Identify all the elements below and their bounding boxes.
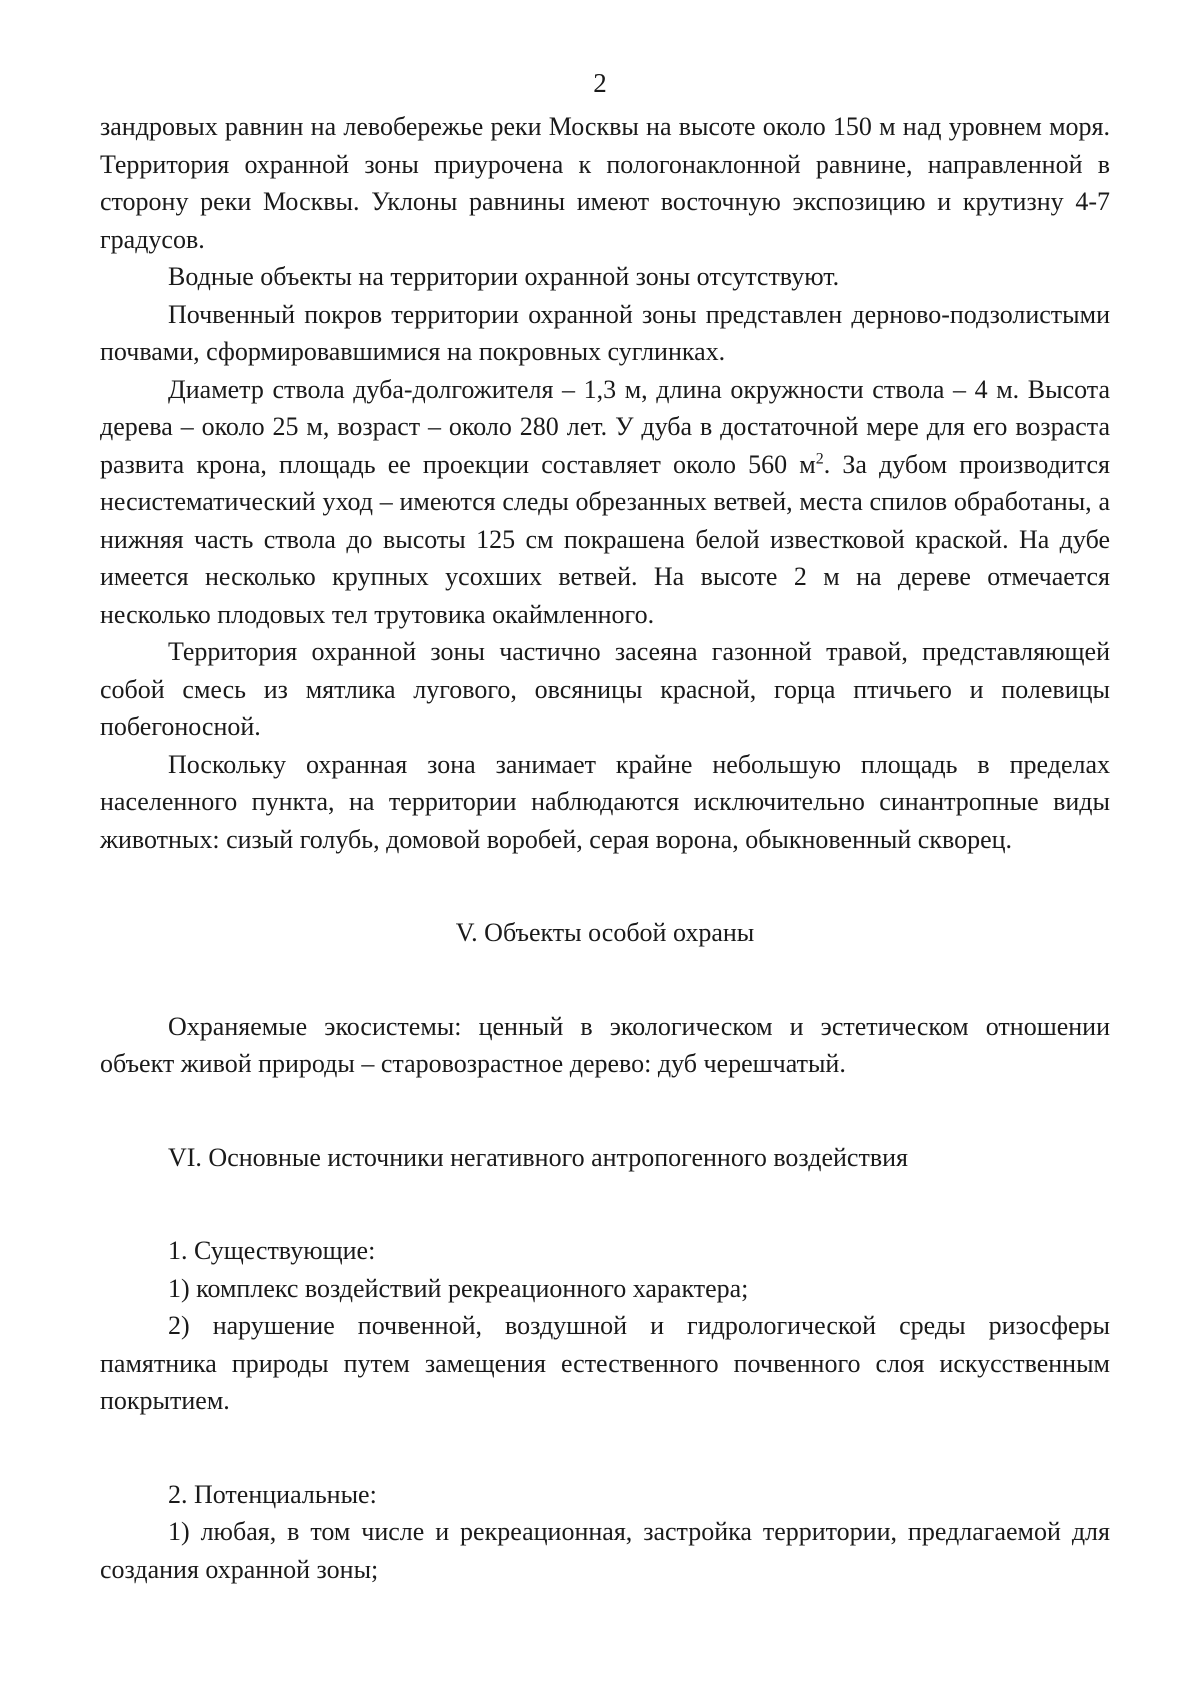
tree-text-part2: . За дубом производится несистематический уход – имеются следы обрезанных ветвей, места спилов обработаны, а нижняя часть ствола до высоты 125 см покрашена белой известковой краской. На дубе имеется несколько крупных усохших ветвей. На высоте 2 м на дереве отмечается несколько плодовых тел трутовика окаймленного. [100,449,1110,629]
spacer [100,858,1110,914]
paragraph-water: Водные объекты на территории охранной зоны отсутствуют. [168,262,840,291]
paragraph-tree [100,371,1110,634]
existing-item-1: 1) комплекс воздействий рекреационного характера; [168,1273,749,1303]
spacer [100,1176,1110,1232]
potential-item-1: 1) любая, в том числе и рекреационная, застройка территории, предлагаемой для создания охранной зоны; [100,1517,1110,1584]
section-v-text: Охраняемые экосистемы: ценный в экологическом и эстетическом отношении объект живой природы – старовозрастное дерево: дуб черешчатый. [100,1011,1110,1078]
spacer [100,1083,1110,1139]
paragraph-relief: зандровых равнин на левобережье реки Москвы на высоте около 150 м над уровнем моря. Территория охранной зоны приурочена к пологонаклонной равнине, направленной в сторону реки Москвы. Уклоны равнины имеют восточную экспозицию и крутизну 4-7 градусов. [100,112,1110,254]
tree-text-part1: Диаметр ствола дуба-долгожителя – 1,3 м, длина окружности ствола – 4 м. Высота дерева – около 25 м, возраст – около 280 лет. У дуба в достаточной мере для его возраста развита крона, площадь ее проекции составляет около 560 м [100,374,1110,479]
page-number: 2 [593,68,607,98]
section-vi-title: VI. Основные источники негативного антропогенного воздействия [168,1142,908,1172]
document-body [100,108,1110,1588]
paragraph-soil: Почвенный покров территории охранной зоны представлен дерново-подзолистыми почвами, сформировавшимися на покровных суглинках. [100,299,1110,366]
existing-item-2: 2) нарушение почвенной, воздушной и гидрологической среды ризосферы памятника природы путем замещения естественного почвенного слоя искусственным покрытием. [100,1311,1110,1415]
paragraph-grass: Территория охранной зоны частично засеяна газонной травой, представляющей собой смесь из мятлика лугового, овсяницы красной, горца птичьего и полевицы побегоносной. [100,637,1110,741]
existing-heading: 1. Существующие: [168,1236,376,1265]
potential-heading: 2. Потенциальные: [168,1479,377,1509]
spacer [100,1420,1110,1476]
spacer [100,952,1110,1008]
section-v-title: V. Объекты особой охраны [455,918,755,947]
tree-text-superscript: 2 [815,449,824,467]
paragraph-fauna: Поскольку охранная зона занимает крайне небольшую площадь в пределах населенного пункта, на территории наблюдаются исключительно синантропные виды животных: сизый голубь, домовой воробей, серая ворона, обыкновенный скворец. [100,749,1110,854]
